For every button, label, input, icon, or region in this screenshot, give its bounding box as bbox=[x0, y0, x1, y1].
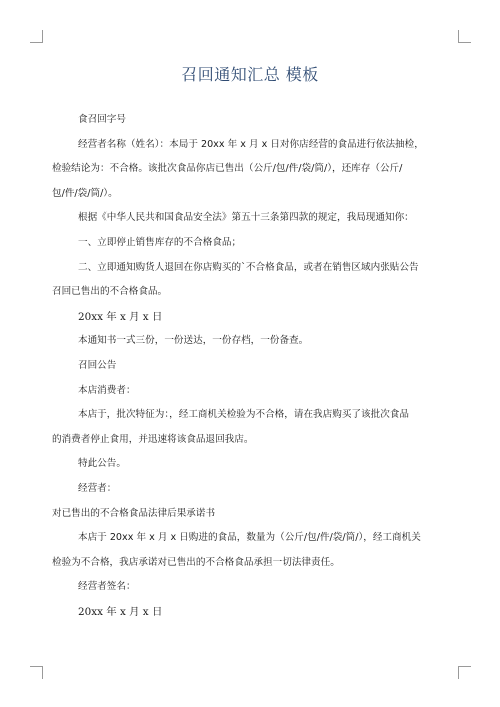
crop-mark-bottom-right bbox=[458, 666, 471, 679]
instruction-item-2-line-2: 召回已售出的不合格食品。 bbox=[52, 286, 168, 298]
commitment-paragraph-line-2: 检验为不合格，我店承诺对已售出的不合格食品承担一切法律责任。 bbox=[52, 556, 340, 568]
crop-mark-bottom-left bbox=[30, 666, 43, 679]
announcement-salutation: 本店消费者： bbox=[78, 384, 136, 396]
signature-date: 20xx 年 x 月 x 日 bbox=[78, 605, 163, 618]
announcement-paragraph-line-2: 的消费者停止食用，并迅速将该食品退回我店。 bbox=[52, 433, 254, 445]
announcement-paragraph-line-1: 本店于，批次特征为：，经工商机关检验为不合格，请在我店购买了该批次食品 bbox=[78, 409, 409, 421]
operator-label: 经营者： bbox=[78, 482, 117, 494]
crop-mark-top-right bbox=[458, 30, 471, 43]
instruction-item-1: 一、立即停止销售库存的不合格食品； bbox=[78, 236, 242, 248]
commitment-heading: 对已售出的不合格食品法律后果承诺书 bbox=[52, 507, 216, 519]
notice-paragraph-line-1: 经营者名称（姓名）：本局于 20xx 年 x 月 x 日对你店经营的食品进行依法抽检， bbox=[78, 138, 424, 150]
notice-paragraph-line-3: 包/件/袋/筒/）。 bbox=[52, 187, 118, 199]
notice-paragraph-line-2: 检验结论为：不合格。该批次食品你店已售出（公斤/包/件/袋/筒/），还库存（公斤/ bbox=[52, 163, 403, 175]
crop-mark-top-left bbox=[30, 30, 43, 43]
copies-note: 本通知书一式三份，一份送达，一份存档，一份备查。 bbox=[78, 335, 309, 347]
commitment-paragraph-line-1: 本店于 20xx 年 x 月 x 日购进的食品，数量为（公斤/包/件/袋/筒/），经工商机关 bbox=[78, 532, 421, 544]
notice-date: 20xx 年 x 月 x 日 bbox=[78, 310, 163, 323]
document-body bbox=[52, 108, 452, 624]
recall-announcement-heading: 召回公告 bbox=[78, 359, 117, 371]
document-title: 召回通知汇总 模板 bbox=[181, 65, 319, 84]
announcement-closing: 特此公告。 bbox=[78, 458, 126, 470]
operator-signature-label: 经营者签名： bbox=[78, 581, 136, 593]
legal-basis-paragraph: 根据《中华人民共和国食品安全法》第五十三条第四款的规定，我局现通知你： bbox=[78, 212, 414, 224]
recall-number-label: 食召回字号 bbox=[78, 114, 126, 125]
instruction-item-2-line-1: 二、立即通知购货人退回在你店购买的`不合格食品，或者在销售区域内张贴公告 bbox=[78, 261, 419, 273]
